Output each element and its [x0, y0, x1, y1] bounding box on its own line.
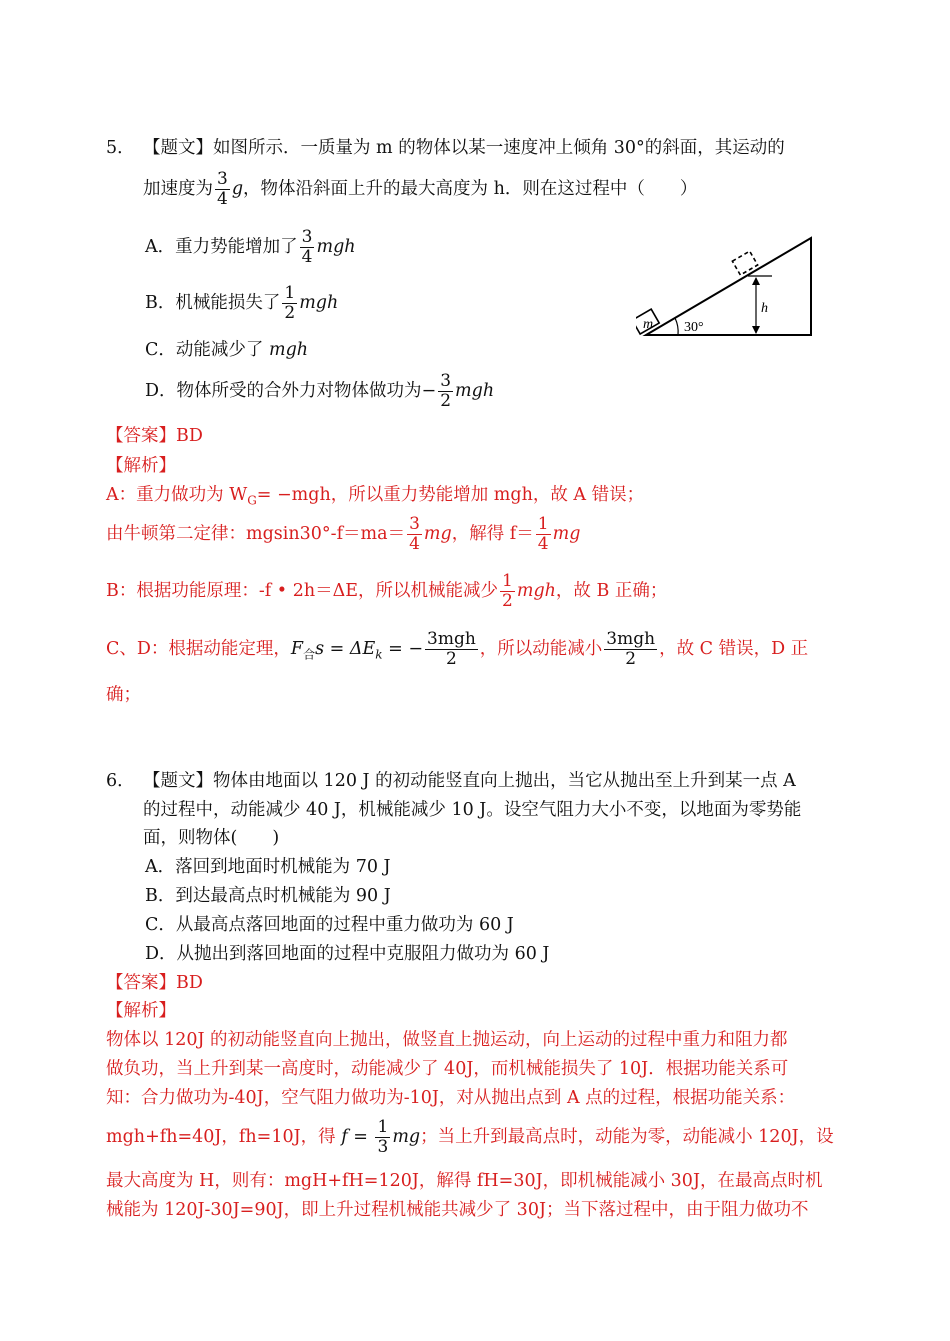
q5-option-c: C．动能减少了 mgh	[145, 340, 309, 360]
incline-figure	[636, 236, 816, 340]
q6-option-c: C．从最高点落回地面的过程中重力做功为 60 J	[145, 915, 514, 935]
q6-stem-line3: 面，则物体( )	[143, 828, 280, 848]
q5-stem-line1: 【题文】如图所示．一质量为 m 的物体以某一速度冲上倾角 30°的斜面，其运动的	[143, 138, 785, 158]
q5-option-b: B．机械能损失了 $\frac{1}{2}$ mgh	[145, 283, 339, 323]
arrow-head-up	[752, 277, 760, 285]
q5-acc-g: g	[231, 179, 244, 199]
q5-analysis-label: 【解析】	[106, 456, 176, 476]
q5-analysis-line4: C、D：根据动能定理，$F_合s = \Delta E_k$ = − $\frac{\text{3mgh}}{2}$ ，所以动能减小 $\frac{\text{3mgh}}{2}$ ，故 C 错误，D 正	[106, 629, 809, 669]
q5-analysis-line2: 由牛顿第二定律：mgsin30°-f＝ma＝ $\frac{3}{4}$ mg，解得 f＝ $\frac{1}{4}$ mg	[106, 514, 581, 554]
q6-option-a: A．落回到地面时机械能为 70 J	[145, 857, 391, 877]
q5-stem-text-a: 加速度为	[143, 179, 213, 199]
fig-label-h: h	[761, 301, 768, 316]
q6-analysis-line5: 最大高度为 H，则有：mgH+fH=120J，解得 fH=30J，即机械能减小 30J，在最高点时机	[106, 1171, 823, 1191]
q6-answer: 【答案】BD	[106, 973, 203, 993]
q6-stem-line1: 【题文】物体由地面以 120 J 的初动能竖直向上抛出，当它从抛出至上升到某一点 A	[143, 771, 796, 791]
q6-analysis-line6: 械能为 120J-30J=90J，即上升过程机械能共减少了 30J；当下落过程中，由于阻力做功不	[106, 1200, 809, 1220]
fig-label-m: m	[643, 317, 654, 332]
q6-stem-line2: 的过程中，动能减少 40 J，机械能减少 10 J。设空气阻力大小不变，以地面为零势能	[143, 800, 802, 820]
q5-analysis-line1: A：重力做功为 $W_G= -mgh$，所以重力势能增加 mgh，故 A 错误；	[106, 485, 645, 508]
q6-option-b: B．到达最高点时机械能为 90 J	[145, 886, 391, 906]
q6-analysis-line1: 物体以 120J 的初动能竖直向上抛出，做竖直上抛运动，向上运动的过程中重力和阻力都	[106, 1030, 788, 1050]
q5-stem-line2	[143, 170, 697, 209]
q5-number: 5．	[106, 138, 135, 158]
q5-stem-text-b: ，物体沿斜面上升的最大高度为 h．则在这过程中（ ）	[243, 179, 698, 199]
incline-triangle	[646, 238, 811, 335]
q6-analysis-line2: 做负功，当上升到某一高度时，动能减少了 40J，而机械能损失了 10J．根据功能关系可	[106, 1059, 789, 1079]
q5-option-a: A．重力势能增加了 $\frac{3}{4}$ mgh	[145, 227, 356, 267]
q6-analysis-label: 【解析】	[106, 1001, 176, 1021]
q5-option-d: D．物体所受的合外力对物体做功为− $\frac{3}{2}$ mgh	[145, 371, 495, 411]
q6-analysis-line3: 知：合力做功为-40J，空气阻力做功为-10J，对从抛出点到 A 点的过程，根据功能关系：	[106, 1088, 796, 1108]
q5-answer: 【答案】BD	[106, 426, 203, 446]
fig-label-angle: 30°	[684, 320, 704, 335]
q6-number: 6．	[106, 771, 135, 791]
q6-option-d: D．从抛出到落回地面的过程中克服阻力做功为 60 J	[145, 944, 550, 964]
q5-analysis-line5: 确；	[106, 685, 141, 705]
q5-analysis-line3: B：根据功能原理：-f • 2h＝ΔE，所以机械能减少 $\frac{1}{2}$ mgh，故 B 正确；	[106, 571, 668, 611]
angle-arc	[675, 318, 678, 335]
arrow-head-down	[752, 326, 760, 334]
q5-acc-fraction: $\frac{3}{4}$	[217, 169, 228, 209]
q6-analysis-line4: mgh+fh=40J，fh=10J，得 f = $\frac{1}{3}$ mg；当上升到最高点时，动能为零，动能减小 120J，设	[106, 1117, 834, 1157]
